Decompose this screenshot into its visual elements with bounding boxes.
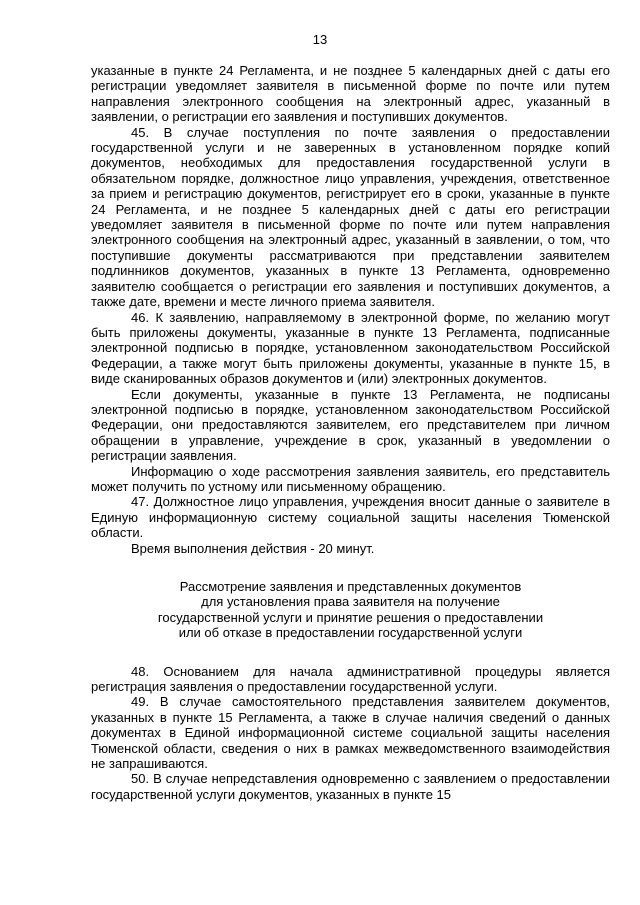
section-heading-line-4: или об отказе в предоставлении государственной услуги [178, 625, 523, 641]
document-body [91, 63, 610, 802]
paragraph-49: 49. В случае самостоятельного представления заявителем документов, указанных в пункте 15 Регламента, а также в случае наличия сведений о данных документах в Единой информационной системе социальной защиты населения Тюменской области, сведения о них в рамках межведомственного взаимодействия не запрашиваются. [91, 694, 610, 772]
section-heading [91, 579, 610, 641]
page-number: 13 [312, 32, 328, 47]
paragraph-47: 47. Должностное лицо управления, учреждения вносит данные о заявителе в Единую информационную систему социальной защиты населения Тюменской области. [91, 494, 610, 541]
paragraph-50: 50. В случае непредставления одновременно с заявлением о предоставлении государственной услуги документов, указанных в пункте 15 [91, 771, 610, 802]
section-heading-line-2: для установления права заявителя на получение [201, 594, 500, 610]
paragraph-continuation: указанные в пункте 24 Регламента, и не позднее 5 календарных дней с даты его регистрации уведомляет заявителя в письменной форме по почте или путем направления электронного сообщения на электронный адрес, указанный в заявлении, о регистрации его заявления и поступивших документов. [91, 63, 610, 125]
paragraph-45: 45. В случае поступления по почте заявления о предоставлении государственной услуги и не заверенных в установленном порядке копий документов, необходимых для предоставления государственной услуги в обязательном порядке, должностное лицо управления, учреждения, ответственное за прием и регистрацию документов, регистрирует его в сроки, указанные в пункте 24 Регламента, и не позднее 5 календарных дней с даты его регистрации уведомляет заявителя в письменной форме по почте или путем направления электронного сообщения на электронный адрес, указанный в заявлении, о том, что поступившие документы рассматриваются при представлении заявителем подлинников документов, указанных в пункте 13 Регламента, одновременно заявителю сообщается о регистрации его заявления и поступивших документов, а также дате, времени и месте личного приема заявителя. [91, 124, 610, 310]
paragraph-46-documents: Если документы, указанные в пункте 13 Регламента, не подписаны электронной подписью в порядке, установленном законодательством Российской Федерации, они предоставляются заявителем, его представителем при личном обращении в управление, учреждение в срок, указанный в уведомлении о регистрации заявления. [91, 386, 610, 464]
spacer [91, 641, 610, 664]
section-heading-line-1: Рассмотрение заявления и представленных документов [179, 579, 522, 594]
paragraph-46-information: Информацию о ходе рассмотрения заявления заявитель, его представитель может получить по устному или письменному обращению. [91, 463, 610, 494]
paragraph-47-time: Время выполнения действия - 20 минут. [131, 540, 375, 556]
paragraph-46: 46. К заявлению, направляемому в электронной форме, по желанию могут быть приложены документы, указанные в пункте 13 Регламента, подписанные электронной подписью в порядке, установленном законодательством Российской Федерации, а также могут быть приложены документы, указанные в пункте 15, в виде сканированных образов документов и (или) электронных документов. [91, 309, 610, 387]
paragraph-48: 48. Основанием для начала административной процедуры является регистрация заявления о предоставлении государственной услуги. [91, 663, 610, 695]
spacer [91, 556, 610, 579]
section-heading-line-3: государственной услуги и принятие решения о предоставлении [157, 609, 544, 625]
